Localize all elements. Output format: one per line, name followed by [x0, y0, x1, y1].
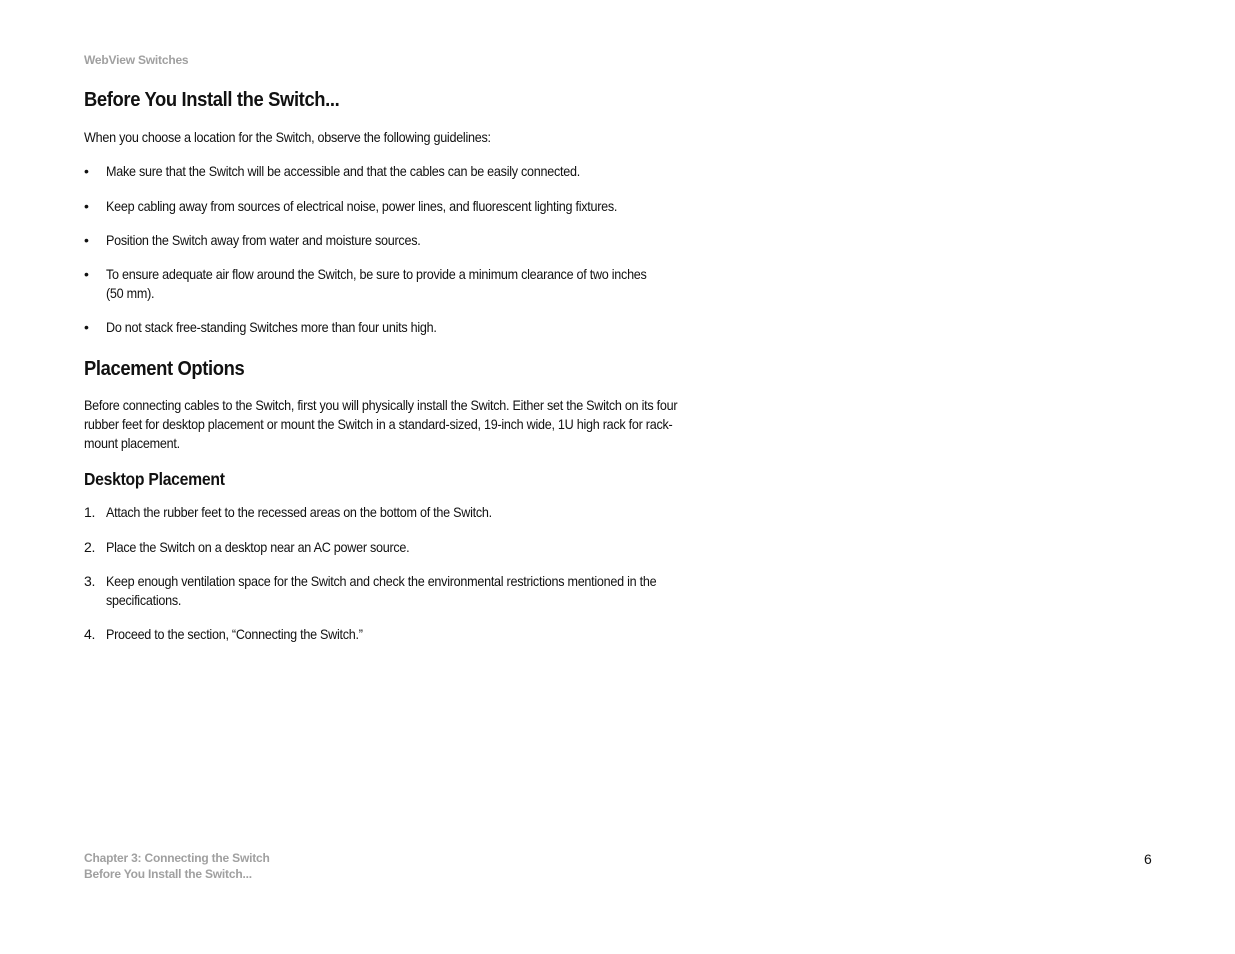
list-item: • Keep cabling away from sources of electrical noise, power lines, and fluorescent lighting fixtures.: [84, 198, 618, 214]
page-number: 6: [1144, 851, 1152, 867]
list-item: • Do not stack free-standing Switches more than four units high.: [84, 319, 437, 335]
section-heading-placement-options: Placement Options: [84, 358, 245, 380]
bullet-icon: •: [84, 266, 89, 282]
desktop-steps-list: [84, 503, 764, 644]
page-content: [84, 86, 764, 644]
list-item: 3. Keep enough ventilation space for the Switch and check the environmental restrictions mentioned in the specifications.: [84, 573, 657, 608]
bullet-icon: •: [84, 319, 89, 335]
list-item: • Position the Switch away from water and moisture sources.: [84, 232, 421, 248]
list-item: 2. Place the Switch on a desktop near an AC power source.: [84, 539, 410, 555]
subheading-desktop-placement: Desktop Placement: [84, 469, 225, 489]
section-heading-before-install: Before You Install the Switch...: [84, 89, 340, 111]
list-item: 1. Attach the rubber feet to the recessed areas on the bottom of the Switch.: [84, 504, 492, 520]
footer-chapter: Chapter 3: Connecting the Switch: [84, 851, 270, 865]
intro-paragraph: When you choose a location for the Switch, observe the following guidelines:: [84, 129, 491, 145]
bullet-icon: •: [84, 232, 89, 248]
step-number: 2.: [84, 539, 96, 555]
placement-paragraph: Before connecting cables to the Switch, first you will physically install the Switch. Either set the Switch on its four rubber feet for desktop placement or mount the Switch in a standard-sized, 19-inch wide, 1U high rack for rack- mount placement.: [84, 397, 678, 451]
guidelines-list: [84, 162, 764, 337]
running-header: WebView Switches: [84, 53, 189, 67]
step-number: 3.: [84, 573, 96, 589]
page-footer: [84, 850, 270, 882]
step-number: 4.: [84, 626, 96, 642]
bullet-icon: •: [84, 163, 89, 179]
list-item: • Make sure that the Switch will be accessible and that the cables can be easily connected.: [84, 163, 580, 179]
bullet-icon: •: [84, 198, 89, 214]
step-number: 1.: [84, 504, 96, 520]
list-item: 4. Proceed to the section, “Connecting the Switch.”: [84, 626, 363, 642]
list-item: • To ensure adequate air flow around the Switch, be sure to provide a minimum clearance of two inches (50 mm).: [84, 266, 647, 301]
footer-section: Before You Install the Switch...: [84, 867, 252, 881]
